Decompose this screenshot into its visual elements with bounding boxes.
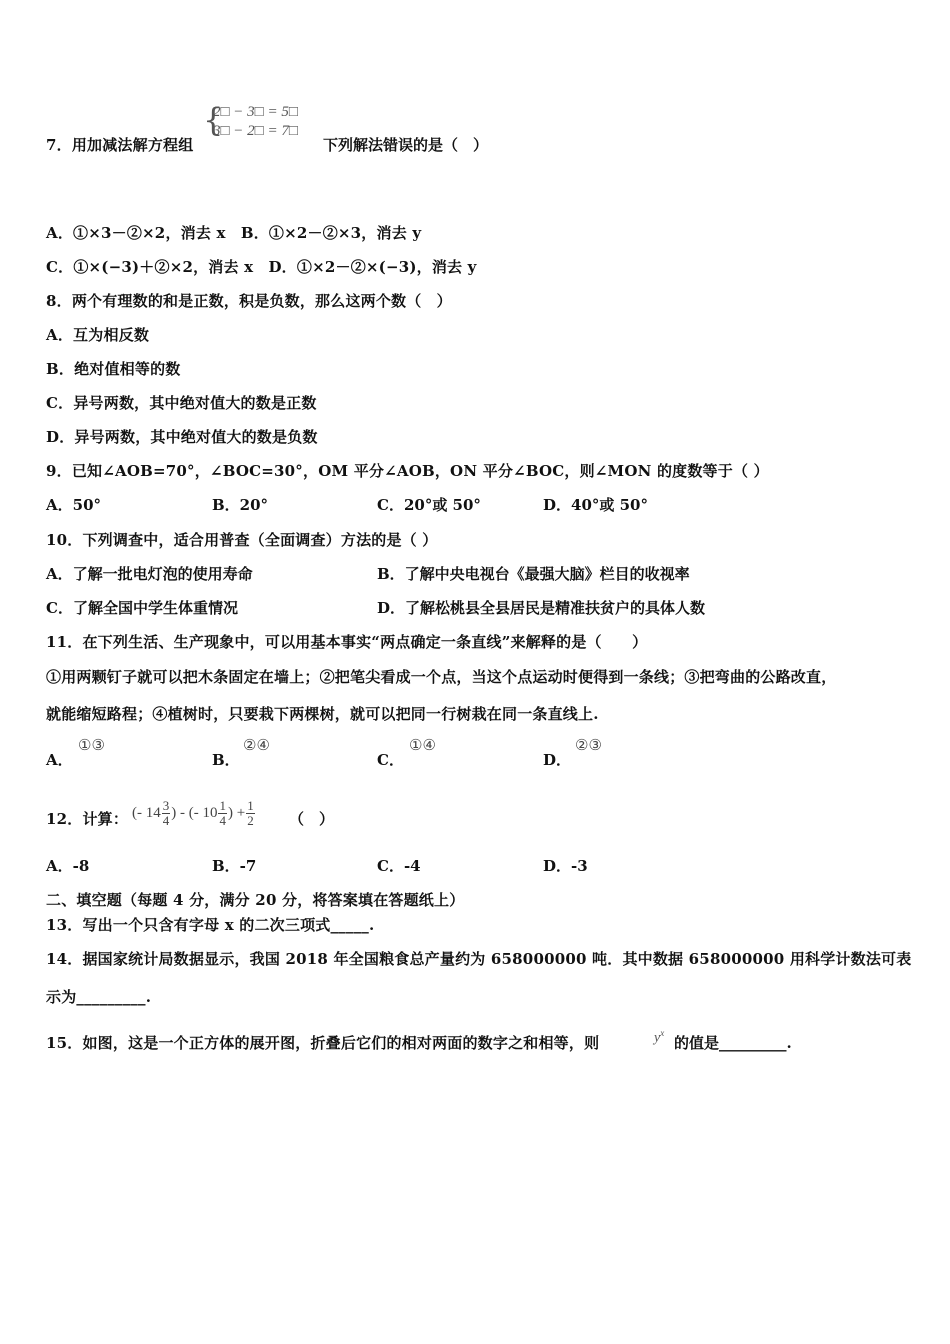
q8-option-c: C．异号两数，其中绝对值大的数是正数 [46,394,317,412]
q9-option-d: D．40°或 50° [543,496,648,514]
brace-icon: { [203,101,224,139]
q10-option-c: C．了解全国中学生体重情况 [46,599,238,617]
q14-line2: 示为_________. [46,988,152,1006]
q7-options-ab: A．①×3－②×2，消去 x B．①×2－②×3，消去 y [46,224,422,242]
q12-fraction-2-num: 1 [219,798,226,813]
q12-suffix: （ ） [289,810,335,828]
q15-prefix: 15．如图，这是一个正方体的展开图，折叠后它们的相对两面的数字之和相等，则 [46,1034,600,1052]
q12-term1-close: ) - (- 10 [171,805,218,821]
q12-fraction-3 [246,799,255,828]
q7-equation-1: 2□ − 3□ = 5□ [213,104,298,120]
q12-term2-close: ) + [227,805,246,821]
q12-fraction-3-den: 2 [247,813,254,828]
q8-option-d: D．异号两数，其中绝对值大的数是负数 [46,428,318,446]
q7-options-cd: C．①×(−3)＋②×2，消去 x D．①×2－②×(−3)，消去 y [46,258,477,276]
q12-option-d: D．-3 [543,857,588,875]
q12-term1-open: (- 14 [132,805,161,821]
q12-fraction-1 [162,799,171,828]
q14-line1: 14．据国家统计局数据显示，我国 2018 年全国粮食总产量约为 658000000 吨．其中数据 658000000 用科学计数法可表 [46,950,912,968]
q12-fraction-2 [218,799,227,828]
q10-option-d: D．了解松桃县全县居民是精准扶贫户的具体人数 [377,599,706,617]
q11-option-a-label: A． [46,751,73,769]
q11-option-b-value: ②④ [243,736,270,754]
q12-option-c: C．-4 [377,857,421,875]
q9-option-b: B．20° [212,496,269,514]
q15-power-expression [654,1028,664,1047]
q12-fraction-1-den: 4 [162,813,170,828]
q11-stem: 11．在下列生活、生产现象中，可以用基本事实“两点确定一条直线”来解释的是（ ） [46,633,648,651]
q9-stem: 9．已知∠AOB=70°，∠BOC=30°，OM 平分∠AOB，ON 平分∠BOC，则∠MON 的度数等于（ ） [46,462,769,480]
q8-stem: 8．两个有理数的和是正数，积是负数，那么这两个数（ ） [46,292,452,310]
q12-expression [132,799,256,828]
q11-option-b-label: B． [212,751,240,769]
q11-option-c-value: ①④ [409,736,436,754]
q7-equation-2: 3□ − 2□ = 7□ [213,123,298,139]
q7-equation-system [203,102,323,142]
q13: 13．写出一个只含有字母 x 的二次三项式_____. [46,916,375,934]
q12-fraction-2-den: 4 [219,813,226,828]
q10-option-a: A．了解一批电灯泡的使用寿命 [46,565,253,583]
q8-option-b: B．绝对值相等的数 [46,360,181,378]
q11-option-d-value: ②③ [575,736,602,754]
q15-base: y [654,1030,661,1046]
q12-fraction-1-num: 3 [162,798,170,813]
section-2-heading: 二、填空题（每题 4 分，满分 20 分，将答案填在答题纸上） [46,891,465,909]
q10-option-b: B．了解中央电视台《最强大脑》栏目的收视率 [377,565,690,583]
q12-fraction-3-num: 1 [247,798,254,813]
q11-option-a-value: ①③ [78,736,105,754]
q12-prefix: 12．计算： [46,810,129,828]
q7-prefix: 7．用加减法解方程组 [46,136,194,154]
q10-stem: 10．下列调查中，适合用普查（全面调查）方法的是（ ） [46,531,438,549]
q9-option-a: A．50° [46,496,102,514]
q15-exponent: x [660,1028,665,1038]
q12-option-a: A．-8 [46,857,90,875]
q7-suffix: 下列解法错误的是（ ） [323,136,489,154]
q9-option-c: C．20°或 50° [377,496,481,514]
q11-option-c-label: C． [377,751,404,769]
q15-suffix: 的值是_________. [674,1034,792,1052]
q11-option-d-label: D． [543,751,572,769]
q11-statement-line2: 就能缩短路程；④植树时，只要栽下两棵树，就可以把同一行树栽在同一条直线上. [46,705,599,723]
q12-option-b: B．-7 [212,857,257,875]
q8-option-a: A．互为相反数 [46,326,150,344]
q11-statement-line1: ①用两颗钉子就可以把木条固定在墙上；②把笔尖看成一个点，当这个点运动时便得到一条线；③把弯曲的公路改直， [46,668,837,686]
